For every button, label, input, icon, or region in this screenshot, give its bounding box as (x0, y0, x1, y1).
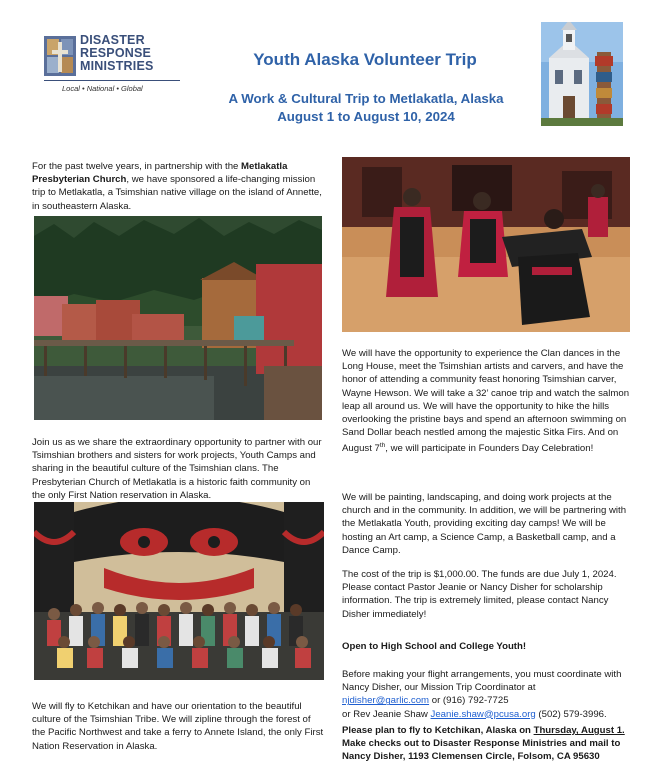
church-totem-photo (541, 22, 623, 126)
logo-text (80, 34, 154, 73)
nancy-email-link[interactable]: njdisher@garlic.com (342, 695, 430, 707)
experience-text-1: We will have the opportunity to experience the Clan dances in the Long House, meet the Tsimshian artists and carvers, and have the honor of attending a community feast honoring Tsimshian carver, Wayne Hewson. We will take a 32’ canoe trip and watch the salmon leap all around us. We will have the opportunity to hike the hills overlooking the pristine bays and spend an afternoon swimming on Sand Dollar beach nestled among the majestic Sitka Firs. And on August 7 (342, 348, 630, 455)
jeanie-phone: (502) 579-3996. (535, 708, 607, 720)
contact-intro: Before making your flight arrangements, you must coordinate with Nancy Disher, our Mission Trip Coordinator at (342, 669, 622, 694)
drm-logo (44, 34, 180, 96)
work-paragraph: We will be painting, landscaping, and doing work projects at the church and in the community. In addition, we will be partnering with the Metlakatla Youth, providing exciting day camps! We will be hosting an Art camp, a Science Camp, a Basketball camp, and a Dance Camp. (342, 492, 627, 556)
experience-text-2: , we will participate in Founders Day Celebration! (385, 443, 594, 455)
logo-line-1: DISASTER (80, 33, 145, 47)
page-subtitle (190, 90, 542, 126)
intro-church-name: Metlakatla Presbyterian Church (32, 161, 288, 186)
nancy-phone: or (916) 792-7725 (429, 695, 509, 707)
logo-divider (44, 80, 180, 81)
jeanie-name: or Rev Jeanie Shaw (342, 708, 431, 720)
open-notice-text: Open to High School and College Youth! (342, 641, 527, 652)
experience-sup: th (379, 442, 386, 450)
plan-text-2: Make checks out to Disaster Response Ministries and mail to Nancy Disher, 1193 Clemensen Circle, Folsom, CA 95630 (342, 738, 621, 763)
waterfront-photo (34, 216, 322, 420)
experience-paragraph (342, 347, 634, 456)
logo-tagline: Local • National • Global (62, 84, 143, 93)
join-paragraph: Join us as we share the extraordinary opportunity to partner with our Tsimshian brothers and sisters for work projects, Youth Camps and sharing in the beautiful culture of the Tsimshian clans. The Presbyterian Church of Metlakatla is a historic faith community on the only First Nation reservation in Alaska. (32, 437, 322, 501)
intro-paragraph (32, 160, 322, 213)
logo-line-3: MINISTRIES (80, 59, 154, 73)
plan-paragraph (342, 724, 638, 764)
contact-paragraph (342, 668, 634, 721)
plan-date: Thursday, August 1. (533, 725, 625, 736)
page-title: Youth Alaska Volunteer Trip (253, 50, 477, 69)
logo-line-2: RESPONSE (80, 46, 152, 60)
plan-text-1: Please plan to fly to Ketchikan, Alaska on (342, 725, 534, 736)
group-totem-photo (34, 502, 324, 680)
subtitle-line-1: A Work & Cultural Trip to Metlakatla, Alaska (228, 91, 504, 106)
cost-paragraph: The cost of the trip is $1,000.00. The funds are due July 1, 2024. Please contact Pastor Jeanie or Nancy Disher for scholarship information. The trip is extremely limited, please contact Nancy Disher immediately! (342, 569, 617, 620)
dance-photo (342, 157, 630, 332)
fly-paragraph: We will fly to Ketchikan and have our orientation to the beautiful culture of the Tsimshian Tribe. We will zipline through the forest of the Pacific Northwest and take a ferry to Annete Island, the only First Nation Reservation in Alaska. (32, 701, 324, 752)
intro-text-2: , we have sponsored a life-changing mission trip to Metlakatla, a Tsimshian native village on the island of Annette, in southeastern Alaska. (32, 174, 322, 212)
jeanie-email-link[interactable]: Jeanie.shaw@pcusa.org (430, 708, 536, 720)
open-notice (342, 640, 634, 653)
logo-mark-icon (44, 36, 76, 76)
subtitle-line-2: August 1 to August 10, 2024 (277, 109, 455, 124)
intro-text-1: For the past twelve years, in partnership with the (32, 161, 242, 172)
